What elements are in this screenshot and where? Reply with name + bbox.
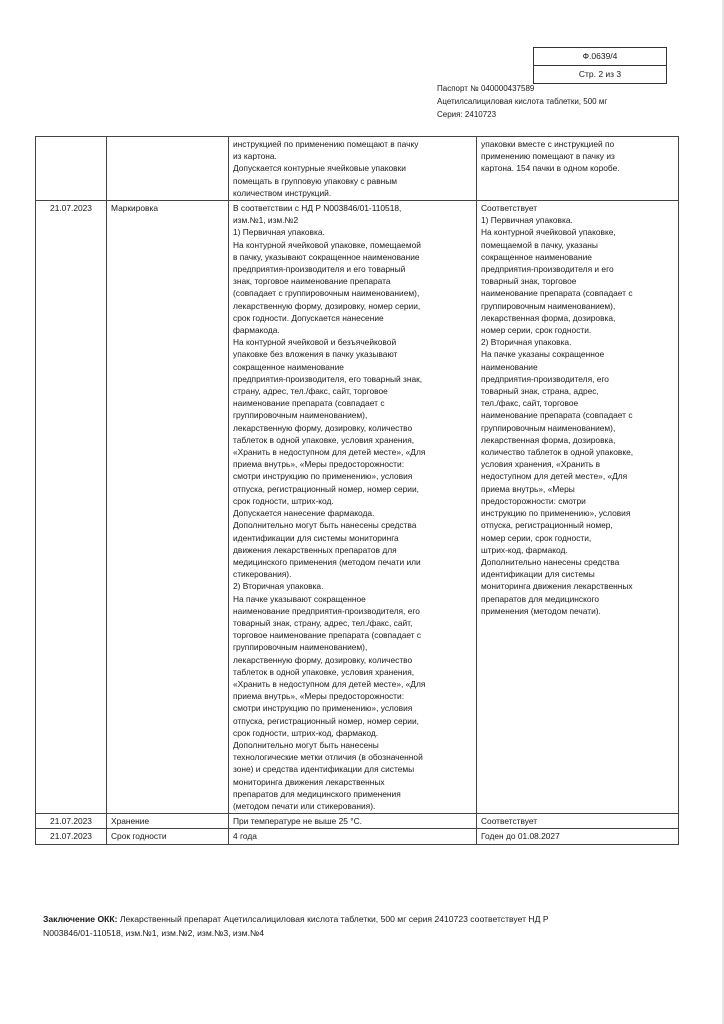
passport-number: Паспорт № 040000437589	[437, 84, 535, 93]
quality-control-table	[35, 136, 679, 845]
table-row	[36, 814, 679, 829]
form-code-box	[533, 47, 667, 84]
row-requirement: инструкцией по применению помещают в пачку из картона. Допускается контурные ячейковые упаковки помещать в групповую упаковку с равным количеством инструкций.	[229, 137, 477, 201]
row-date: 21.07.2023	[36, 829, 107, 844]
product-name: Ацетилсалициловая кислота таблетки, 500 мг	[437, 97, 608, 106]
row-parameter: Хранение	[107, 814, 229, 829]
row-date: 21.07.2023	[36, 814, 107, 829]
row-date: 21.07.2023	[36, 201, 107, 814]
table-row	[36, 201, 679, 814]
row-result: Соответствует 1) Первичная упаковка. На контурной ячейковой упаковке, помещаемой в пачку, указаны сокращенное наименование предприятия-производителя и его товарный знак, торговое наименование препарата (совпадает с группировочным наименованием), лекарственная форма, дозировка, номер серии, срок годности. 2) Вторичная упаковка. На пачке указаны сокращенное наименование предприятия-производителя, его товарный знак, страна, адрес, тел./факс, сайт, торговое наименование препарата (совпадает с группировочным наименованием), лекарственная форма, дозировка, количество таблеток в одной упаковке, условия хранения, «Хранить в недоступном для детей месте», «Для приема внутрь», «Меры предосторожности: смотри инструкцию по применению», условия отпуска, регистрационный номер, номер серии, срок годности, штрих-код, фармакод. Дополнительно нанесены средства идентификации для системы мониторинга движения лекарственных препаратов для медицинского применения (методом печати).	[477, 201, 679, 814]
conclusion-label: Заключение ОКК:	[43, 914, 118, 924]
series-number: Серия: 2410723	[437, 110, 497, 119]
conclusion	[43, 912, 603, 940]
form-code: Ф.0639/4	[582, 51, 618, 61]
table-row	[36, 137, 679, 201]
conclusion-text: Лекарственный препарат Ацетилсалициловая кислота таблетки, 500 мг серия 2410723 соответствует НД Р N003846/01-110518, изм.№1, изм.№2, изм.№3, изм.№4	[43, 914, 549, 938]
row-result: упаковки вместе с инструкцией по применению помещают в пачку из картона. 154 пачки в одном коробе.	[477, 137, 679, 201]
row-parameter: Срок годности	[107, 829, 229, 844]
row-parameter: Маркировка	[107, 201, 229, 814]
table-row	[36, 829, 679, 844]
row-parameter	[107, 137, 229, 201]
row-result: Годен до 01.08.2027	[477, 829, 679, 844]
row-requirement: В соответствии с НД Р N003846/01-110518, изм.№1, изм.№2 1) Первичная упаковка. На контурной ячейковой упаковке, помещаемой в пачку, указывают сокращенное наименование предприятия-производителя и его товарный знак, торговое наименование препарата (совпадает с группировочным наименованием), лекарственную форму, дозировку, номер серии, срок годности. Допускается нанесение фармакода. На контурной ячейковой и безъячейковой упаковке без вложения в пачку указывают сокращенное наименование предприятия-производителя, его товарный знак, страну, адрес, тел./факс, сайт, торговое наименование препарата (совпадает с группировочным наименованием), лекарственную форму, дозировку, количество таблеток в одной упаковке, условия хранения, «Хранить в недоступном для детей месте», «Для приема внутрь», «Меры предосторожности: смотри инструкцию по применению», условия отпуска, регистрационный номер, номер серии, срок годности, штрих-код. Допускается нанесение фармакода. Дополнительно могут быть нанесены средства идентификации для системы мониторинга движения лекарственных препаратов для медицинского применения (методом печати или стикерования). 2) Вторичная упаковка. На пачке указывают сокращенное наименование предприятия-производителя, его товарный знак, страну, адрес, тел./факс, сайт, торговое наименование препарата (совпадает с группировочным наименованием), лекарственную форму, дозировку, количество таблеток в одной упаковке, условия хранения, «Хранить в недоступном для детей месте», «Для приема внутрь», «Меры предосторожности: смотри инструкцию по применению», условия отпуска, регистрационный номер, номер серии, срок годности, штрих-код, фармакод. Дополнительно могут быть нанесены технологические метки отличия (в обозначенной зоне) и средства идентификации для системы мониторинга движения лекарственных препаратов для медицинского применения (методом печати или стикерования).	[229, 201, 477, 814]
page-number: Стр. 2 из 3	[534, 65, 666, 83]
row-requirement: При температуре не выше 25 °С.	[229, 814, 477, 829]
row-date	[36, 137, 107, 201]
row-result: Соответствует	[477, 814, 679, 829]
passport-header	[437, 82, 607, 121]
row-requirement: 4 года	[229, 829, 477, 844]
